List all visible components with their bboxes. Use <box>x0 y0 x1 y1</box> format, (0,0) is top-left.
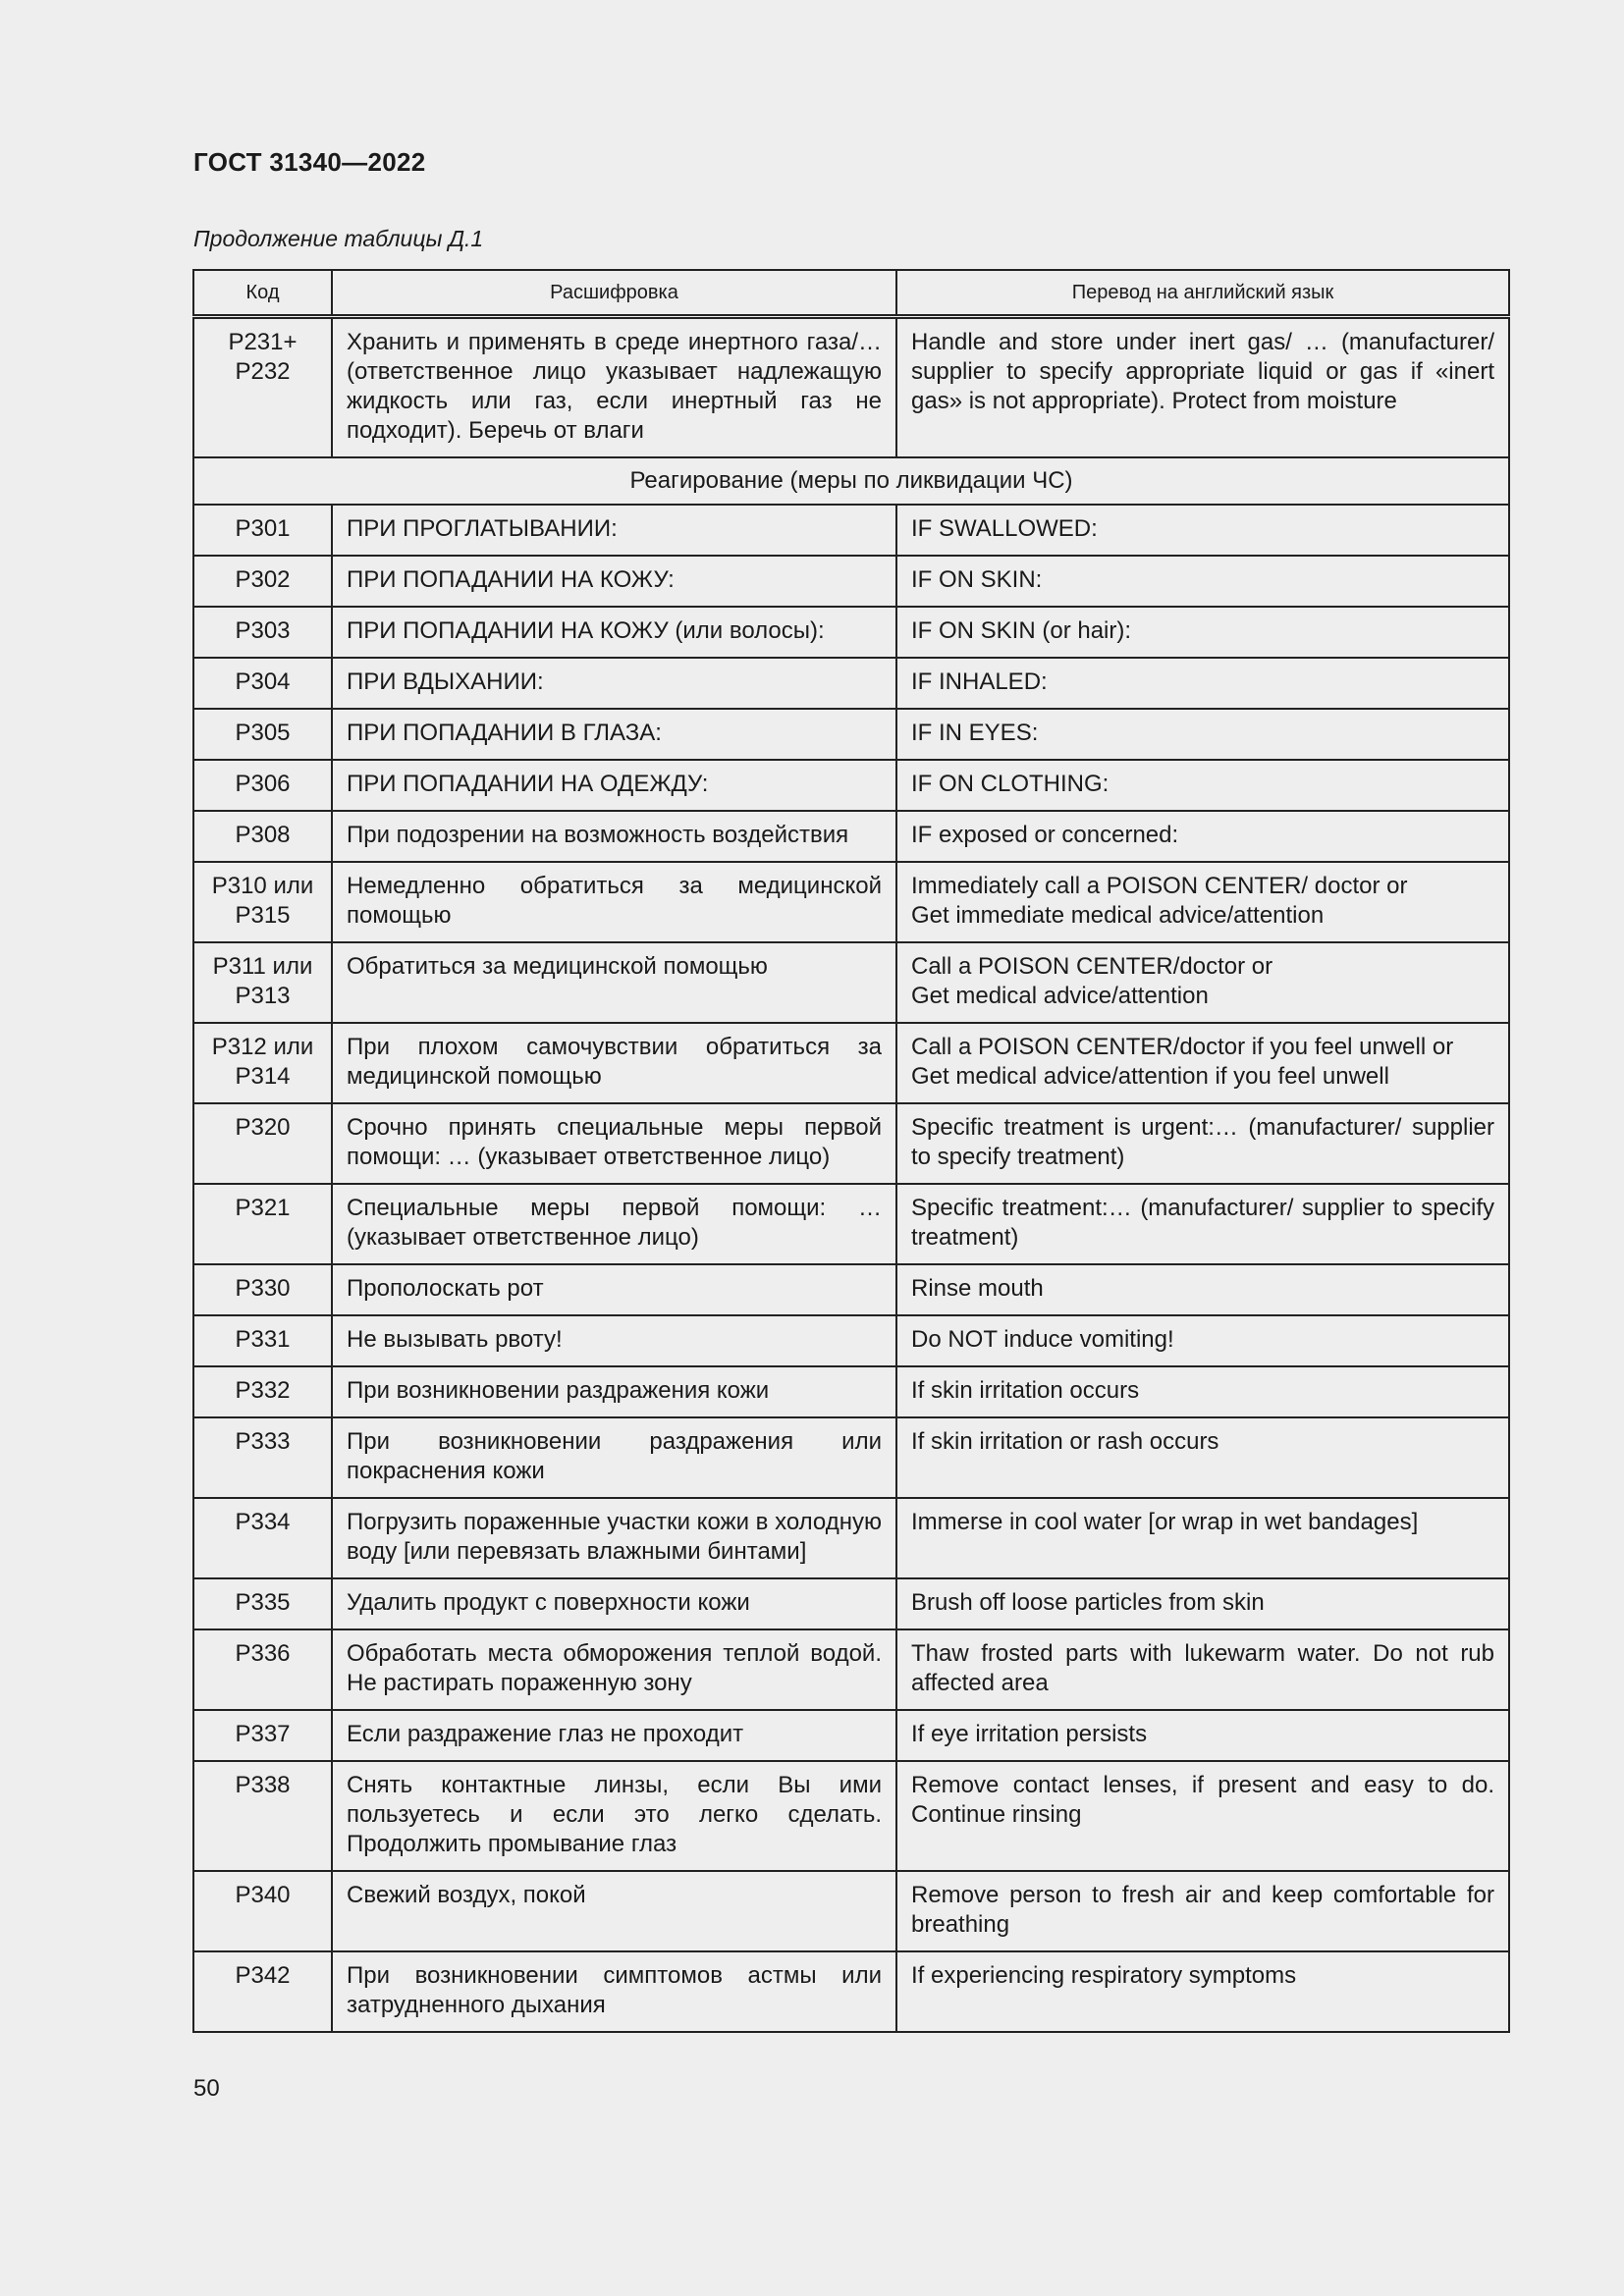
cell-ru: ПРИ ПОПАДАНИИ НА КОЖУ: <box>332 556 896 607</box>
cell-en: Do NOT induce vomiting! <box>896 1315 1509 1366</box>
cell-ru: Не вызывать рвоту! <box>332 1315 896 1366</box>
table-row <box>193 505 1509 556</box>
cell-en: Call a POISON CENTER/doctor or Get medical advice/attention <box>896 942 1509 1023</box>
cell-code: P334 <box>193 1498 332 1578</box>
cell-en: IF IN EYES: <box>896 709 1509 760</box>
cell-ru: Хранить и применять в среде инертного газа/… (ответственное лицо указывает надлежащую жидкость или газ, если инертный газ не подходит). Беречь от влаги <box>332 317 896 458</box>
hazard-codes-table <box>192 269 1510 2033</box>
cell-ru: Если раздражение глаз не проходит <box>332 1710 896 1761</box>
table-row <box>193 811 1509 862</box>
cell-en: Brush off loose particles from skin <box>896 1578 1509 1629</box>
table-row <box>193 1629 1509 1710</box>
table-body <box>193 317 1509 2033</box>
cell-code: P231+ P232 <box>193 317 332 458</box>
cell-code: P305 <box>193 709 332 760</box>
table-row <box>193 658 1509 709</box>
cell-ru: Удалить продукт с поверхности кожи <box>332 1578 896 1629</box>
cell-en: Immerse in cool water [or wrap in wet bandages] <box>896 1498 1509 1578</box>
cell-code: P337 <box>193 1710 332 1761</box>
table-row <box>193 942 1509 1023</box>
table-row <box>193 1710 1509 1761</box>
cell-code: P335 <box>193 1578 332 1629</box>
cell-code: P333 <box>193 1417 332 1498</box>
table-row <box>193 1951 1509 2032</box>
section-label: Реагирование (меры по ликвидации ЧС) <box>193 457 1509 505</box>
cell-en: IF ON SKIN (or hair): <box>896 607 1509 658</box>
cell-code: P330 <box>193 1264 332 1315</box>
cell-code: P308 <box>193 811 332 862</box>
cell-code: P342 <box>193 1951 332 2032</box>
cell-code: P336 <box>193 1629 332 1710</box>
cell-en: IF ON CLOTHING: <box>896 760 1509 811</box>
table-row <box>193 1184 1509 1264</box>
cell-en: Immediately call a POISON CENTER/ doctor or Get immediate medical advice/attention <box>896 862 1509 942</box>
cell-en: Remove person to fresh air and keep comfortable for breathing <box>896 1871 1509 1951</box>
cell-ru: ПРИ ПОПАДАНИИ В ГЛАЗА: <box>332 709 896 760</box>
cell-en: If experiencing respiratory symptoms <box>896 1951 1509 2032</box>
cell-code: P310 или P315 <box>193 862 332 942</box>
cell-en: Specific treatment:… (manufacturer/ supplier to specify treatment) <box>896 1184 1509 1264</box>
table-row <box>193 1417 1509 1498</box>
cell-en: If eye irritation persists <box>896 1710 1509 1761</box>
cell-ru: Обработать места обморожения теплой водой. Не растирать пораженную зону <box>332 1629 896 1710</box>
document-id: ГОСТ 31340—2022 <box>193 147 426 177</box>
table-row <box>193 1023 1509 1103</box>
table-row <box>193 760 1509 811</box>
cell-en: Rinse mouth <box>896 1264 1509 1315</box>
cell-code: P304 <box>193 658 332 709</box>
cell-code: P321 <box>193 1184 332 1264</box>
cell-ru: Обратиться за медицинской помощью <box>332 942 896 1023</box>
header-decoding: Расшифровка <box>332 270 896 317</box>
cell-ru: Погрузить пораженные участки кожи в холодную воду [или перевязать влажными бинтами] <box>332 1498 896 1578</box>
cell-code: P306 <box>193 760 332 811</box>
cell-en: IF exposed or concerned: <box>896 811 1509 862</box>
cell-ru: Немедленно обратиться за медицинской помощью <box>332 862 896 942</box>
cell-code: P311 или P313 <box>193 942 332 1023</box>
page-number: 50 <box>193 2075 220 2102</box>
table-row <box>193 607 1509 658</box>
cell-code: P302 <box>193 556 332 607</box>
cell-ru: Прополоскать рот <box>332 1264 896 1315</box>
table-row <box>193 1871 1509 1951</box>
section-row <box>193 457 1509 505</box>
cell-ru: ПРИ ПОПАДАНИИ НА ОДЕЖДУ: <box>332 760 896 811</box>
cell-en: Call a POISON CENTER/doctor if you feel unwell or Get medical advice/attention if you feel unwell <box>896 1023 1509 1103</box>
cell-code: P340 <box>193 1871 332 1951</box>
cell-code: P312 или P314 <box>193 1023 332 1103</box>
cell-ru: Специальные меры первой помощи: … (указывает ответственное лицо) <box>332 1184 896 1264</box>
table-row <box>193 709 1509 760</box>
cell-ru: При возникновении раздражения или покраснения кожи <box>332 1417 896 1498</box>
cell-ru: При возникновении симптомов астмы или затрудненного дыхания <box>332 1951 896 2032</box>
table-row <box>193 1103 1509 1184</box>
cell-ru: ПРИ ПРОГЛАТЫВАНИИ: <box>332 505 896 556</box>
cell-en: Thaw frosted parts with lukewarm water. Do not rub affected area <box>896 1629 1509 1710</box>
cell-en: If skin irritation occurs <box>896 1366 1509 1417</box>
table-row <box>193 1761 1509 1871</box>
table-row <box>193 1366 1509 1417</box>
cell-ru: При возникновении раздражения кожи <box>332 1366 896 1417</box>
cell-ru: ПРИ ПОПАДАНИИ НА КОЖУ (или волосы): <box>332 607 896 658</box>
cell-code: P332 <box>193 1366 332 1417</box>
cell-en: Specific treatment is urgent:… (manufacturer/ supplier to specify treatment) <box>896 1103 1509 1184</box>
table-row <box>193 317 1509 458</box>
cell-en: IF INHALED: <box>896 658 1509 709</box>
header-translation: Перевод на английский язык <box>896 270 1509 317</box>
cell-en: IF ON SKIN: <box>896 556 1509 607</box>
cell-ru: При плохом самочувствии обратиться за медицинской помощью <box>332 1023 896 1103</box>
cell-code: P303 <box>193 607 332 658</box>
cell-code: P331 <box>193 1315 332 1366</box>
cell-ru: При подозрении на возможность воздействия <box>332 811 896 862</box>
table-row <box>193 556 1509 607</box>
table-row <box>193 1498 1509 1578</box>
cell-ru: Свежий воздух, покой <box>332 1871 896 1951</box>
table-header-row <box>193 270 1509 317</box>
cell-en: Handle and store under inert gas/ … (manufacturer/ supplier to specify appropriate liquid or gas if «inert gas» is not appropriate). Protect from moisture <box>896 317 1509 458</box>
table-caption: Продолжение таблицы Д.1 <box>193 226 484 251</box>
cell-code: P320 <box>193 1103 332 1184</box>
table-row <box>193 1264 1509 1315</box>
cell-en: If skin irritation or rash occurs <box>896 1417 1509 1498</box>
table-row <box>193 862 1509 942</box>
cell-ru: ПРИ ВДЫХАНИИ: <box>332 658 896 709</box>
hazard-codes-table-wrapper <box>192 269 1508 2033</box>
cell-ru: Снять контактные линзы, если Вы ими пользуетесь и если это легко сделать. Продолжить промывание глаз <box>332 1761 896 1871</box>
table-row <box>193 1578 1509 1629</box>
cell-en: IF SWALLOWED: <box>896 505 1509 556</box>
cell-en: Remove contact lenses, if present and easy to do. Continue rinsing <box>896 1761 1509 1871</box>
table-row <box>193 1315 1509 1366</box>
header-code: Код <box>193 270 332 317</box>
cell-ru: Срочно принять специальные меры первой помощи: … (указывает ответственное лицо) <box>332 1103 896 1184</box>
cell-code: P338 <box>193 1761 332 1871</box>
cell-code: P301 <box>193 505 332 556</box>
